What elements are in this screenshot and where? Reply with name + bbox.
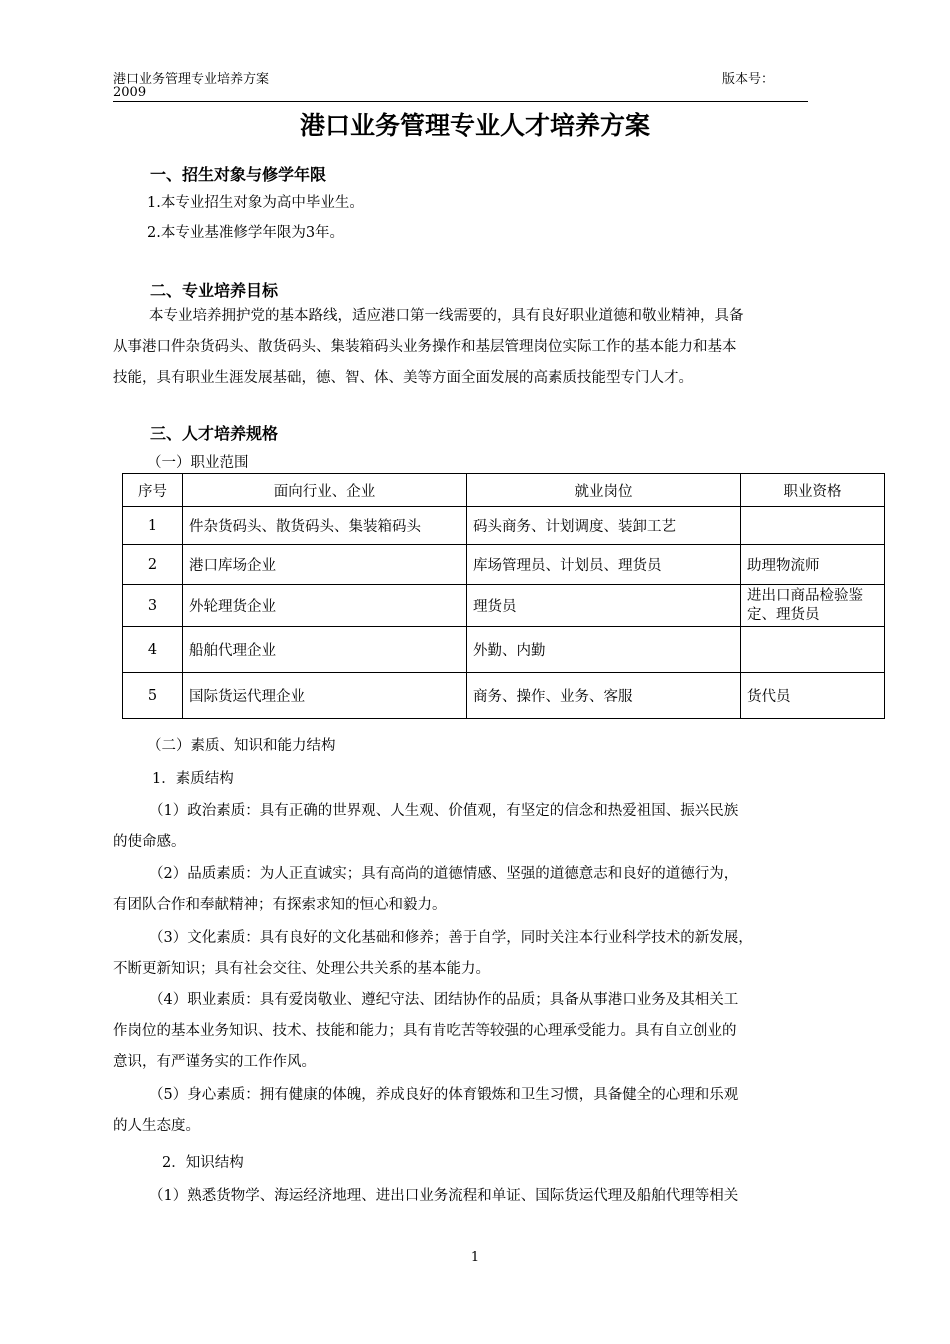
section2-line-1: 本专业培养拥护党的基本路线，适应港口第一线需要的，具有良好职业道德和敬业精神，具备: [149, 308, 744, 324]
quality-political-line-1: （1）政治素质：具有正确的世界观、人生观、价值观，有坚定的信念和热爱祖国、振兴民族: [149, 803, 739, 819]
section3-sub2: （二）素质、知识和能力结构: [147, 738, 336, 754]
table-cell-qualification: 进出口商品检验鉴定、理货员: [741, 585, 885, 627]
table-row: [123, 507, 885, 545]
section1-heading: 一、招生对象与修学年限: [150, 165, 327, 184]
page-number: 1: [470, 1250, 480, 1265]
table-row: [123, 585, 885, 627]
table-header-cell: 职业资格: [741, 474, 885, 507]
quality-professional: [113, 985, 838, 1078]
table-cell-position: 商务、操作、业务、客服: [467, 673, 741, 719]
table-header-cell: 序号: [123, 474, 183, 507]
knowledge-item-1: （1）熟悉货物学、海运经济地理、进出口业务流程和单证、国际货运代理及船舶代理等相关: [149, 1188, 739, 1204]
section1-item-2: 2.本专业基准修学年限为3年。: [147, 225, 345, 241]
table-cell-index: 4: [123, 627, 183, 673]
quality-political-line-2: 的使命感。: [113, 834, 186, 850]
table-cell-industry: 件杂货码头、散货码头、集装箱码头: [183, 507, 467, 545]
section3-heading: 三、人才培养规格: [150, 424, 279, 443]
quality-political: [113, 796, 838, 858]
section2-line-3: 技能，具有职业生涯发展基础，德、智、体、美等方面全面发展的高素质技能型专门人才。: [113, 370, 693, 386]
section2-heading: 二、专业培养目标: [150, 281, 279, 300]
table-cell-index: 2: [123, 545, 183, 585]
table-cell-qualification: 货代员: [741, 673, 885, 719]
table-cell-qualification: [741, 627, 885, 673]
section1-item-1: 1.本专业招生对象为高中毕业生。: [147, 195, 364, 211]
table-cell-position: 码头商务、计划调度、装卸工艺: [467, 507, 741, 545]
table-cell-industry: 船舶代理企业: [183, 627, 467, 673]
quality-character-line-1: （2）品质素质：为人正直诚实；具有高尚的道德情感、坚强的道德意志和良好的道德行为，: [149, 866, 739, 882]
table-cell-index: 1: [123, 507, 183, 545]
table-cell-industry: 国际货运代理企业: [183, 673, 467, 719]
table-header-cell: 就业岗位: [467, 474, 741, 507]
quality-professional-line-2: 作岗位的基本业务知识、技术、技能和能力；具有肯吃苦等较强的心理承受能力。具有自立创业的: [113, 1023, 737, 1039]
table-row: [123, 673, 885, 719]
header-version-label: 版本号：: [722, 72, 775, 87]
quality-cultural-line-2: 不断更新知识；具有社会交往、处理公共关系的基本能力。: [113, 961, 490, 977]
quality-professional-line-3: 意识，有严谨务实的工作作风。: [113, 1054, 316, 1070]
quality-physical-line-1: （5）身心素质：拥有健康的体魄，养成良好的体育锻炼和卫生习惯，具备健全的心理和乐观: [149, 1087, 739, 1103]
table-cell-index: 3: [123, 585, 183, 627]
table-header-row: [123, 474, 885, 507]
quality-cultural: [113, 923, 838, 985]
section2-paragraph: [113, 301, 838, 394]
table-cell-position: 库场管理员、计划员、理货员: [467, 545, 741, 585]
table-cell-position: 外勤、内勤: [467, 627, 741, 673]
table-cell-qualification: [741, 507, 885, 545]
quality-cultural-line-1: （3）文化素质：具有良好的文化基础和修养；善于自学，同时关注本行业科学技术的新发展，: [149, 930, 753, 946]
quality-character-line-2: 有团队合作和奉献精神；有探索求知的恒心和毅力。: [113, 897, 447, 913]
table-cell-position: 理货员: [467, 585, 741, 627]
table-cell-industry: 外轮理货企业: [183, 585, 467, 627]
quality-professional-line-1: （4）职业素质：具有爱岗敬业、遵纪守法、团结协作的品质；具备从事港口业务及其相关工: [149, 992, 739, 1008]
section3-sub1: （一）职业范围: [147, 455, 249, 471]
table-header-cell: 面向行业、企业: [183, 474, 467, 507]
page-title: 港口业务管理专业人才培养方案: [299, 111, 650, 140]
quality-character: [113, 859, 838, 921]
header-doc-name: 港口业务管理专业培养方案: [113, 72, 270, 87]
header-year: 2009: [113, 85, 147, 100]
header-rule: [113, 101, 808, 102]
quality-physical: [113, 1080, 838, 1142]
table-cell-index: 5: [123, 673, 183, 719]
career-scope-table: [122, 473, 885, 719]
table-cell-qualification: 助理物流师: [741, 545, 885, 585]
table-row: [123, 545, 885, 585]
knowledge-structure-heading: 2．知识结构: [162, 1155, 244, 1171]
table-cell-industry: 港口库场企业: [183, 545, 467, 585]
quality-structure-heading: 1．素质结构: [152, 771, 234, 787]
quality-physical-line-2: 的人生态度。: [113, 1118, 200, 1134]
section2-line-2: 从事港口件杂货码头、散货码头、集装箱码头业务操作和基层管理岗位实际工作的基本能力和基本: [113, 339, 737, 355]
table-row: [123, 627, 885, 673]
